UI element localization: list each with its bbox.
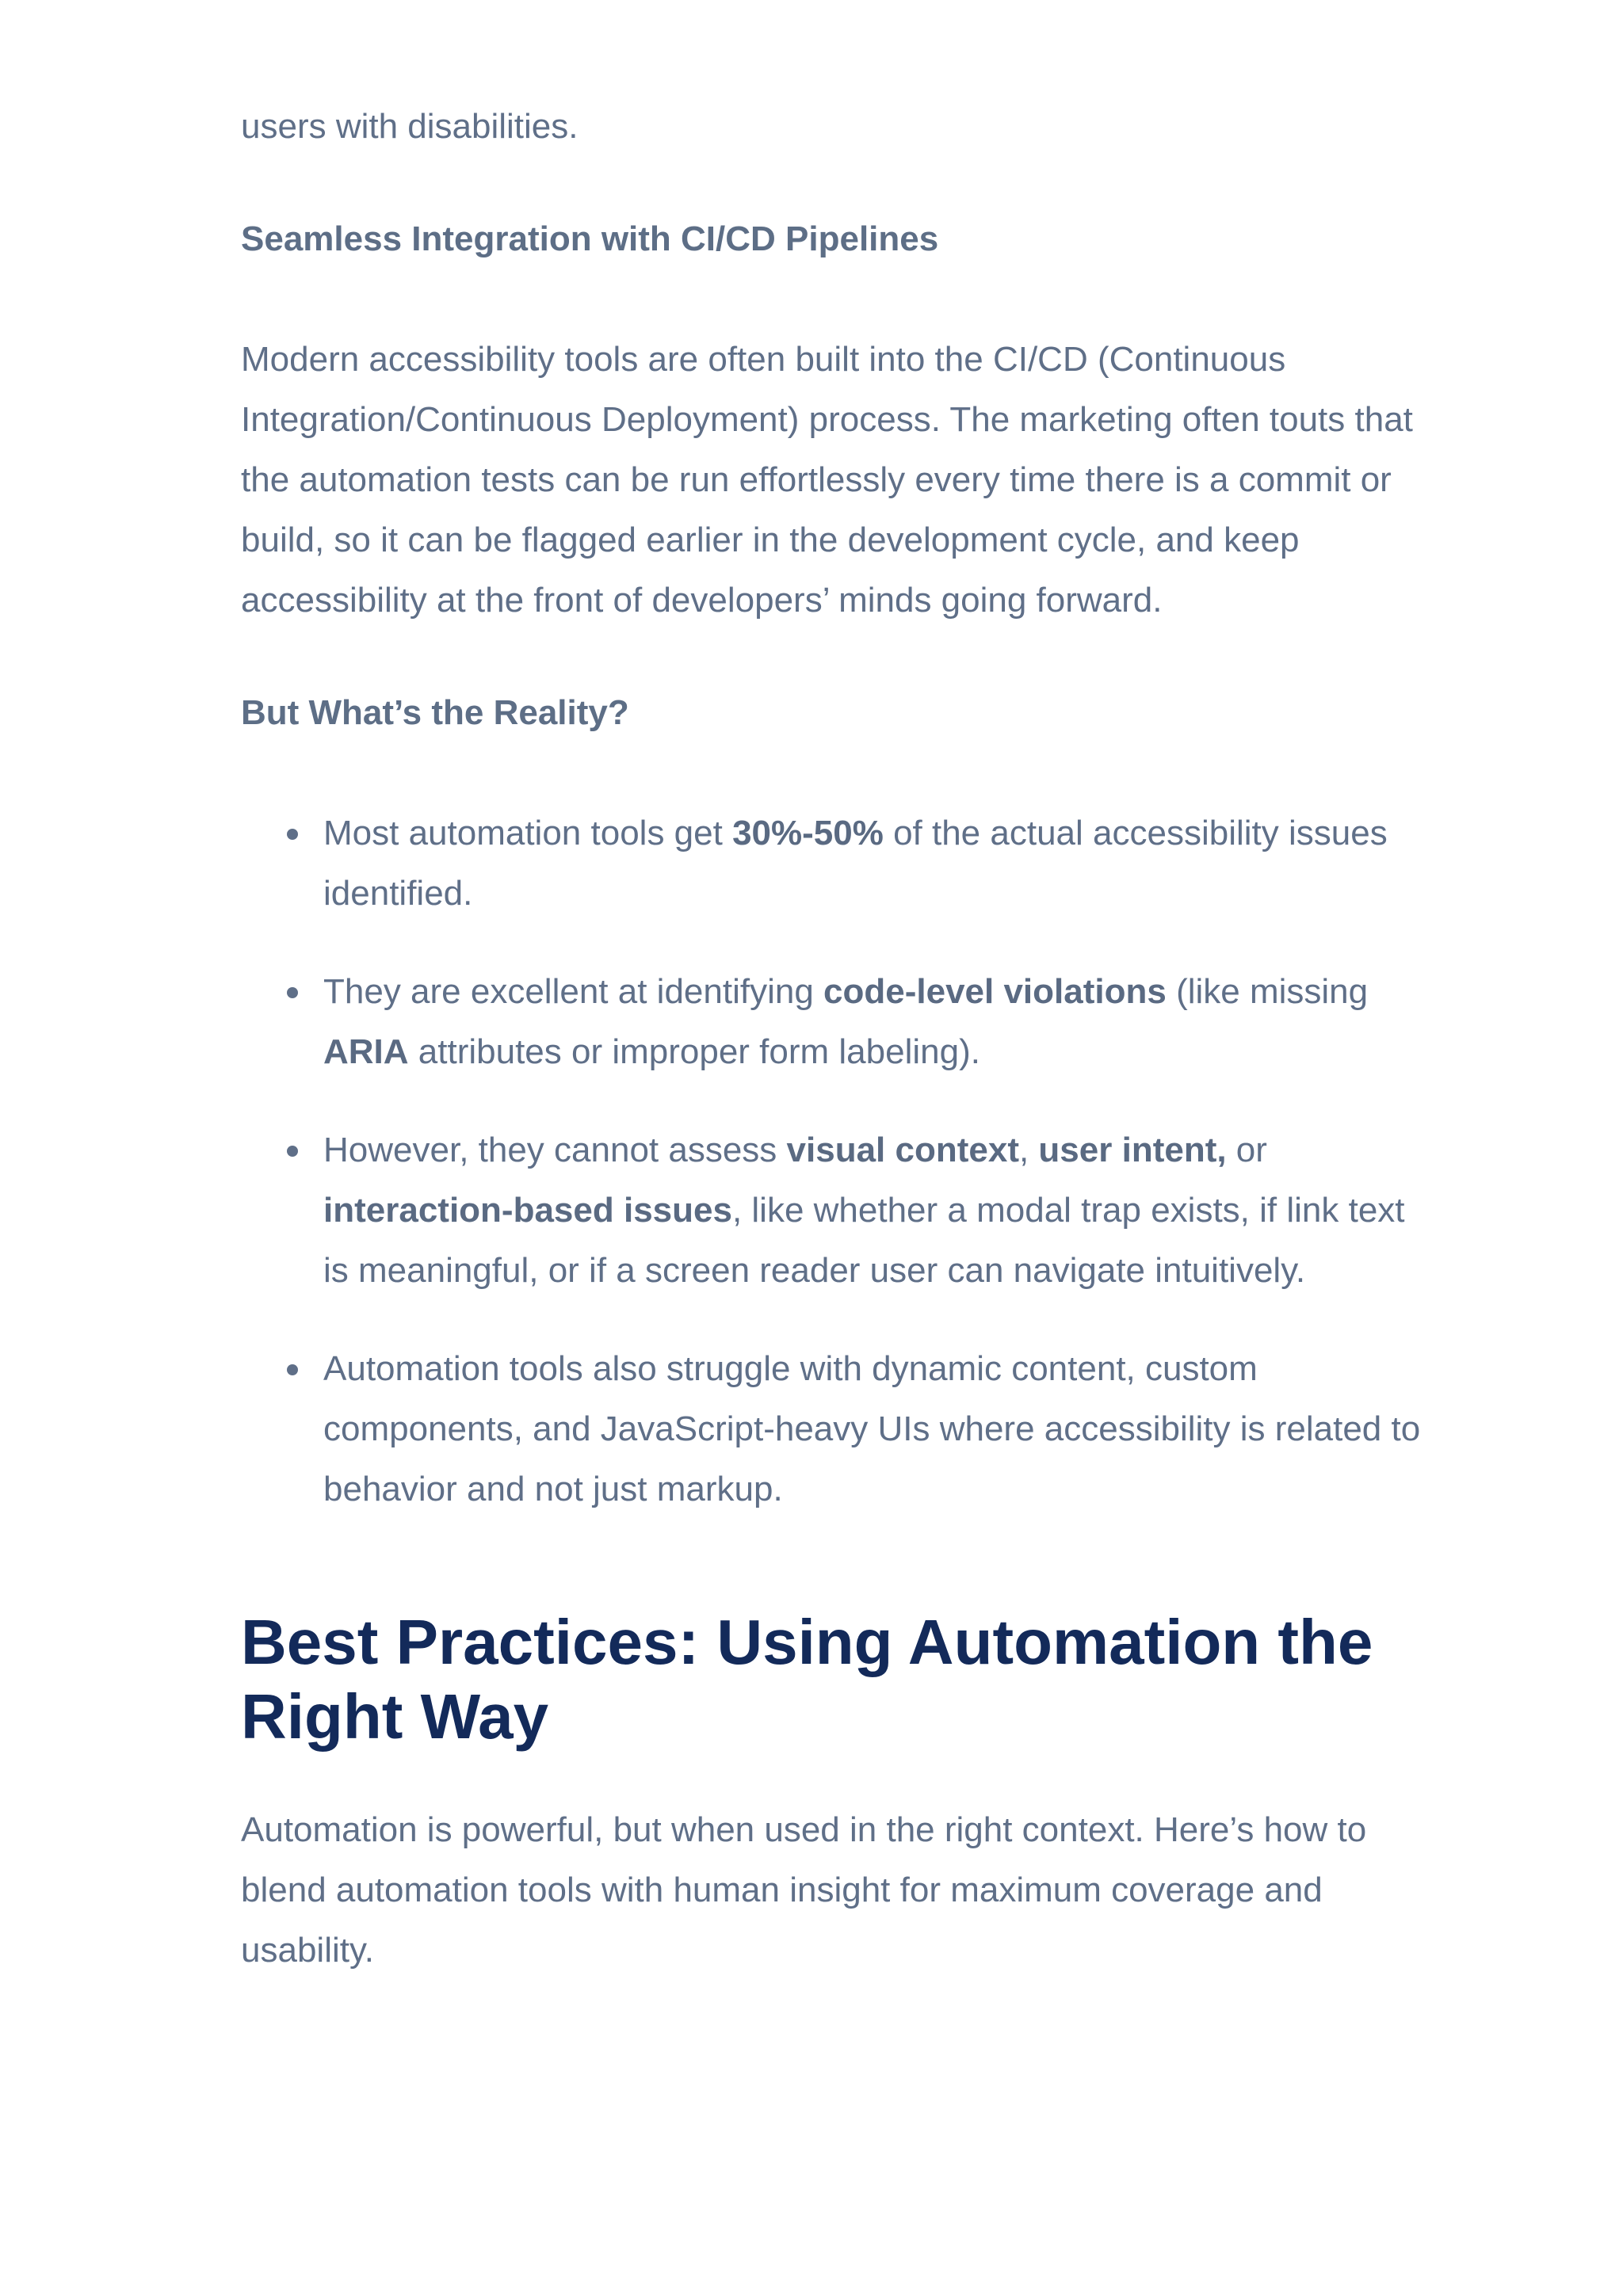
bullet-text: (like missing <box>1166 972 1369 1011</box>
lead-paragraph-tail: users with disabilities. <box>241 107 579 146</box>
bullet-dot-icon <box>287 829 298 840</box>
list-item <box>241 962 1430 1082</box>
bullet-text: , <box>1018 1131 1039 1169</box>
bullet-text: , like whether a modal trap exists, if link text is meaningful, or if a screen reader user can navigate intuitively. <box>323 1191 1405 1290</box>
list-item <box>241 1339 1430 1520</box>
bullet-text: Automation tools also struggle with dynamic content, custom components, and JavaScript-heavy UIs where accessibility is related to behavior and not just markup. <box>323 1349 1421 1508</box>
list-item <box>241 803 1430 924</box>
bullet-bold-text: interaction-based issues <box>323 1191 732 1230</box>
list-item <box>241 1120 1430 1301</box>
heading-seamless-integration: Seamless Integration with CI/CD Pipelines <box>241 219 939 258</box>
bullet-bold-text: visual context <box>786 1131 1019 1169</box>
bullet-dot-icon <box>287 1146 298 1157</box>
paragraph-ci-cd: Modern accessibility tools are often built into the CI/CD (Continuous Integration/Continuous Deployment) process. The marketing often touts that the automation tests can be run effortlessly every time there is a commit or build, so it can be flagged earlier in the development cycle, and keep accessibility at the front of developers’ minds going forward. <box>241 340 1413 620</box>
paragraph-best-practices: Automation is powerful, but when used in the right context. Here’s how to blend automation tools with human insight for maximum coverage and usability. <box>241 1810 1367 1970</box>
bullet-text: attributes or improper form labeling). <box>408 1032 980 1071</box>
bullet-text: However, they cannot assess <box>323 1131 787 1169</box>
heading-reality: But What’s the Reality? <box>241 693 629 732</box>
reality-bullet-list <box>241 803 1430 1520</box>
bullet-bold-text: ARIA <box>323 1032 409 1071</box>
bullet-dot-icon <box>287 987 298 998</box>
bullet-text: Most automation tools get <box>323 814 733 852</box>
article-content <box>241 97 1430 1981</box>
bullet-bold-text: code-level violations <box>823 972 1167 1011</box>
bullet-bold-text: 30%-50% <box>732 814 884 852</box>
bullet-dot-icon <box>287 1364 298 1375</box>
bullet-text: or <box>1226 1131 1267 1169</box>
bullet-bold-text: user intent, <box>1038 1131 1227 1169</box>
bullet-text: They are excellent at identifying <box>323 972 824 1011</box>
heading-best-practices: Best Practices: Using Automation the Right Way <box>241 1607 1373 1752</box>
bullet-text: of the actual accessibility issues identified. <box>323 814 1388 913</box>
